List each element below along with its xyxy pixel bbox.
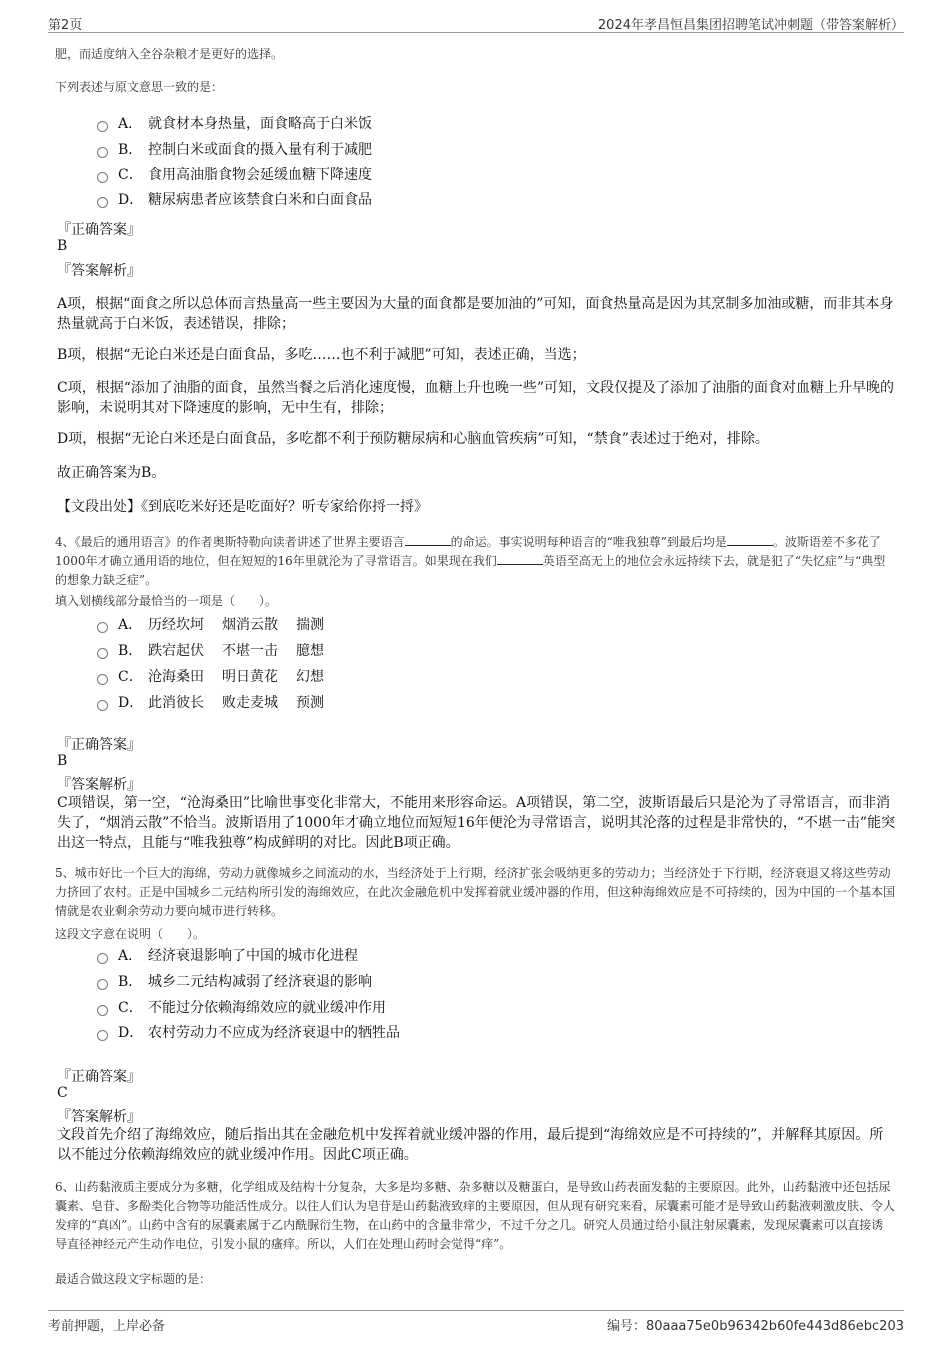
q5-prompt: 这段文字意在说明（ ）。 [55,927,206,941]
q3-analysis-d: D项，根据“无论白米还是白面食品，多吃都不利于预防糖尿病和心脑血管疾病”可知，“禁食”表述过于绝对，排除。 [57,431,769,447]
footer-slogan: 考前押题，上岸必备 [48,1319,166,1334]
q5-stem: 5、城市好比一个巨大的海绵，劳动力就像城乡之间流动的水，当经济处于上行期，经济扩张会吸纳更多的劳动力；当经济处于下行期，经济衰退又将这些劳动力挤回了农村。正是中国城乡二元结构所引发的海绵效应，在此次金融危机中发挥着就业缓冲器的作用，但这种海绵效应是不可持续的，因为中国的一个基本国情就是农业剩余劳动力要向城市进行转移。 [55,866,896,918]
radio-icon[interactable] [97,1030,108,1041]
radio-icon[interactable] [97,121,108,132]
q4-stem: 4、《最后的通用语言》的作者奥斯特勒向读者讲述了世界主要语言 的命运。事实说明每种语言的“唯我独尊”到最后均是 。波斯语差不多花了1000年才确立通用语的地位，但在短短的16年里就沦为了寻常语言。如果现在我们 英语至高无上的地位会永远持续下去，就是犯了“失忆症”与“典型的想象力缺乏症”。 [55,535,886,587]
q4-answer: B [57,753,68,769]
q5-option-b[interactable]: B． 城乡二元结构减弱了经济衰退的影响 [97,971,372,993]
page-footer [48,1310,904,1335]
q4-analysis: C项错误，第一空，“沧海桑田”比喻世事变化非常大，不能用来形容命运。A项错误，第二空，波斯语最后只是沦为了寻常语言，而非消失了，“烟消云散”不恰当。波斯语用了1000年才确立地位而短短16年便沦为寻常语言，说明其沦落的过程是非常快的，“不堪一击”能突出这一特点，且能与“唯我独尊”构成鲜明的对比。因此B项正确。 [57,795,896,851]
radio-icon[interactable] [97,622,108,633]
q3-prompt: 下列表述与原文意思一致的是： [55,80,224,94]
q3-option-a[interactable]: A． 就食材本身热量，面食略高于白米饭 [97,113,372,135]
q3-option-c[interactable]: C． 食用高油脂食物会延缓血糖下降速度 [97,164,372,186]
page-header [48,12,904,33]
q4-prompt: 填入划横线部分最恰当的一项是（ ）。 [55,594,278,608]
q3-answer: B [57,238,68,254]
q3-answer-label: 『正确答案』 [57,222,141,238]
q3-analysis-a: A项，根据“面食之所以总体而言热量高一些主要因为大量的面食都是要加油的”可知，面食热量高是因为其烹制多加油或糖，而非其本身热量就高于白米饭，表述错误，排除； [57,296,894,332]
q6-prompt: 最适合做这段文字标题的是： [55,1272,212,1286]
q3-conclusion: 故正确答案为B。 [57,465,166,481]
q5-answer: C [57,1085,68,1101]
q4-option-b[interactable]: B． 跌宕起伏 不堪一击 臆想 [97,640,324,662]
q4-option-d[interactable]: D． 此消彼长 败走麦城 预测 [97,692,324,714]
radio-icon[interactable] [97,979,108,990]
q4-answer-label: 『正确答案』 [57,737,141,753]
q5-option-a[interactable]: A． 经济衰退影响了中国的城市化进程 [97,945,358,967]
q4-analysis-label: 『答案解析』 [57,777,141,793]
q5-analysis: 文段首先介绍了海绵效应，随后指出其在金融危机中发挥着就业缓冲器的作用，最后提到“海绵效应是不可持续的”，并解释其原因。所以不能过分依赖海绵效应的就业缓冲作用。因此C项正确。 [57,1127,884,1163]
fill-blank [497,552,543,565]
q4-option-c[interactable]: C． 沧海桑田 明日黄花 幻想 [97,666,324,688]
q6-stem: 6、山药黏液质主要成分为多糖，化学组成及结构十分复杂，大多是均多糖、杂多糖以及糖蛋白，是导致山药表面发黏的主要原因。此外，山药黏液中还包括尿囊素、皂苷、多酚类化合物等功能活性成分。以往人们认为皂苷是山药黏液致痒的主要原因，但从现有研究来看，尿囊素可能才是导致山药黏液刺激皮肤、令人发痒的“真凶”。山药中含有的尿囊素属于乙内酰脲衍生物，在山药中的含量非常少，不过千分之几。研究人员通过给小鼠注射尿囊素，发现尿囊素可以直接诱导直径神经元产生动作电位，引发小鼠的瘙痒。所以，人们在处理山药时会觉得“痒”。 [55,1180,896,1251]
q3-analysis-c: C项，根据“添加了油脂的面食，虽然当餐之后消化速度慢，血糖上升也晚一些”可知，文段仅提及了添加了油脂的面食对血糖上升早晚的影响，未说明其对下降速度的影响，无中生有，排除； [57,380,895,416]
q3-source: 【文段出处】《到底吃米好还是吃面好？听专家给你捋一捋》 [57,499,428,515]
radio-icon[interactable] [97,147,108,158]
radio-icon[interactable] [97,197,108,208]
radio-icon[interactable] [97,953,108,964]
radio-icon[interactable] [97,700,108,711]
q3-intro-tail: 肥，而适度纳入全谷杂粮才是更好的选择。 [55,47,284,61]
q3-option-b[interactable]: B． 控制白米或面食的摄入量有利于减肥 [97,139,372,161]
page-number: 第2页 [48,18,83,33]
q4-option-a[interactable]: A． 历经坎坷 烟消云散 揣测 [97,614,324,636]
q5-answer-label: 『正确答案』 [57,1069,141,1085]
document-title: 2024年孝昌恒昌集团招聘笔试冲刺题（带答案解析） [597,18,904,33]
q3-analysis-b: B项，根据“无论白米还是白面食品，多吃……也不利于减肥”可知，表述正确，当选； [57,347,586,363]
fill-blank [405,533,451,546]
q3-option-d[interactable]: D． 糖尿病患者应该禁食白米和白面食品 [97,189,372,211]
q3-analysis-label: 『答案解析』 [57,263,141,279]
q5-option-c[interactable]: C． 不能过分依赖海绵效应的就业缓冲作用 [97,997,386,1019]
radio-icon[interactable] [97,172,108,183]
radio-icon[interactable] [97,648,108,659]
radio-icon[interactable] [97,674,108,685]
radio-icon[interactable] [97,1005,108,1016]
document-code: 编号：80aaa75e0b96342b60fe443d86ebc203 [606,1319,904,1334]
fill-blank [727,533,773,546]
q5-option-d[interactable]: D． 农村劳动力不应成为经济衰退中的牺牲品 [97,1022,400,1044]
q5-analysis-label: 『答案解析』 [57,1109,141,1125]
